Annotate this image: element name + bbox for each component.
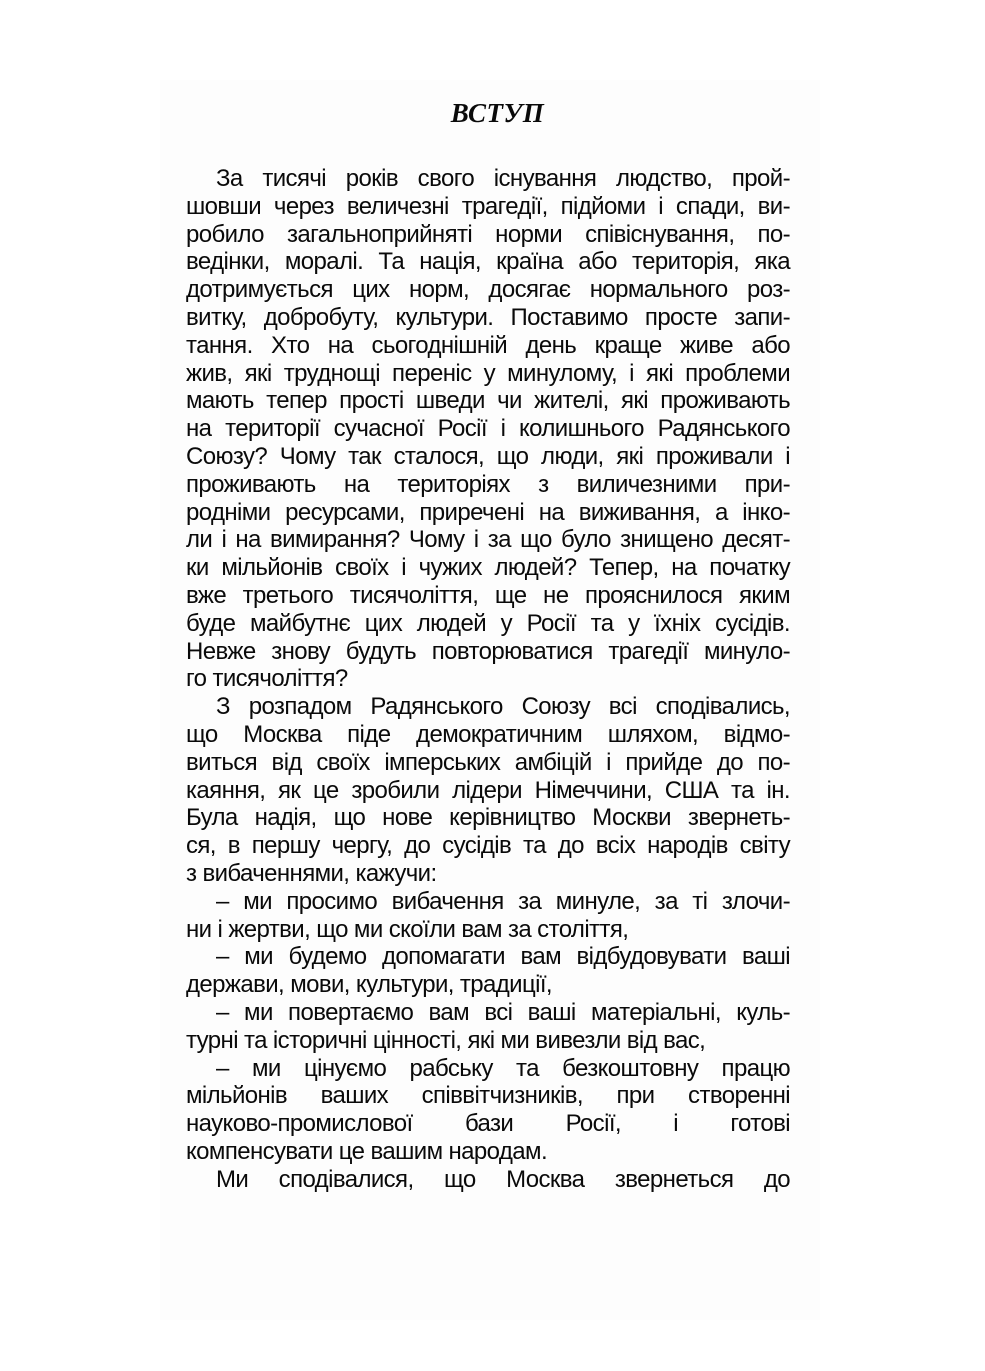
- text-line: проживають на територіях з виличезними при-: [186, 470, 790, 498]
- text-line: Ми сподівалися, що Москва звернеться до: [216, 1165, 790, 1193]
- text-line: науково-промислової бази Росії, і готові: [186, 1110, 790, 1138]
- text-line: витку, добробуту, культури. Поставимо просте запи-: [186, 303, 790, 331]
- text-line: мають тепер прості шведи чи жителі, які проживають: [186, 387, 790, 415]
- text-line: робило загальноприйняті норми співіснування, по-: [186, 220, 790, 248]
- text-line: родніми ресурсами, приречені на виживання, а інко-: [186, 498, 790, 526]
- text-line: шовши через величезні трагедії, підйоми і спади, ви-: [186, 192, 790, 220]
- text-line: Була надія, що нове керівництво Москви звернеть-: [186, 804, 790, 832]
- text-line: мільйонів ваших співвітчизників, при створенні: [186, 1082, 790, 1110]
- text-line: – ми цінуємо рабську та безкоштовну працю: [216, 1054, 790, 1082]
- text-line: вже третього тисячоліття, ще не прояснилося яким: [186, 581, 790, 609]
- chapter-title: ВСТУП: [450, 98, 545, 128]
- text-line: ся, в першу чергу, до сусідів та до всіх народів світу: [186, 832, 790, 860]
- text-line: За тисячі років свого існування людство, прой-: [216, 165, 790, 192]
- text-line: турні та історичні цінності, які ми вивезли від вас,: [186, 1026, 706, 1054]
- text-line: з вибаченнями, кажучи:: [186, 859, 437, 887]
- text-line: – ми повертаємо вам всі ваші матеріальні, куль-: [216, 998, 790, 1026]
- text-line: компенсувати це вашим народам.: [186, 1137, 548, 1165]
- body-text: [186, 165, 790, 1193]
- text-line: жив, які труднощі переніс у минулому, і які проблеми: [186, 359, 790, 387]
- text-line: Союзу? Чому так сталося, що люди, які проживали і: [186, 442, 790, 470]
- text-line: – ми просимо вибачення за минуле, за ті злочи-: [216, 887, 790, 915]
- text-line: каяння, як це зробили лідери Німеччини, США та ін.: [186, 776, 790, 804]
- text-line: Невже знову будуть повторюватися трагедії минуло-: [186, 637, 790, 665]
- text-line: виться від своїх імперських амбіцій і прийде до по-: [186, 748, 790, 776]
- text-line: буде майбутнє цих людей у Росії та у їхніх сусідів.: [186, 609, 790, 637]
- text-line: на території сучасної Росії і колишнього Радянського: [186, 415, 790, 443]
- text-line: держави, мови, культури, традиції,: [186, 971, 553, 999]
- text-line: го тисячоліття?: [186, 665, 348, 693]
- text-line: ки мільйонів своїх і чужих людей? Тепер, на початку: [186, 554, 790, 582]
- text-line: дотримується цих норм, досягає нормального роз-: [186, 276, 790, 304]
- text-line: ли і на вимирання? Чому і за що було знищено десят-: [186, 526, 790, 554]
- text-line: ни і жертви, що ми скоїли вам за століття,: [186, 915, 629, 943]
- text-line: ведінки, моралі. Та нація, країна або територія, яка: [186, 248, 790, 276]
- text-line: З розпадом Радянського Союзу всі сподівались,: [216, 693, 790, 721]
- text-line: тання. Хто на сьогоднішній день краще живе або: [186, 331, 790, 359]
- text-line: – ми будемо допомагати вам відбудовувати ваші: [216, 943, 790, 971]
- text-line: що Москва піде демократичним шляхом, відмо-: [186, 720, 790, 748]
